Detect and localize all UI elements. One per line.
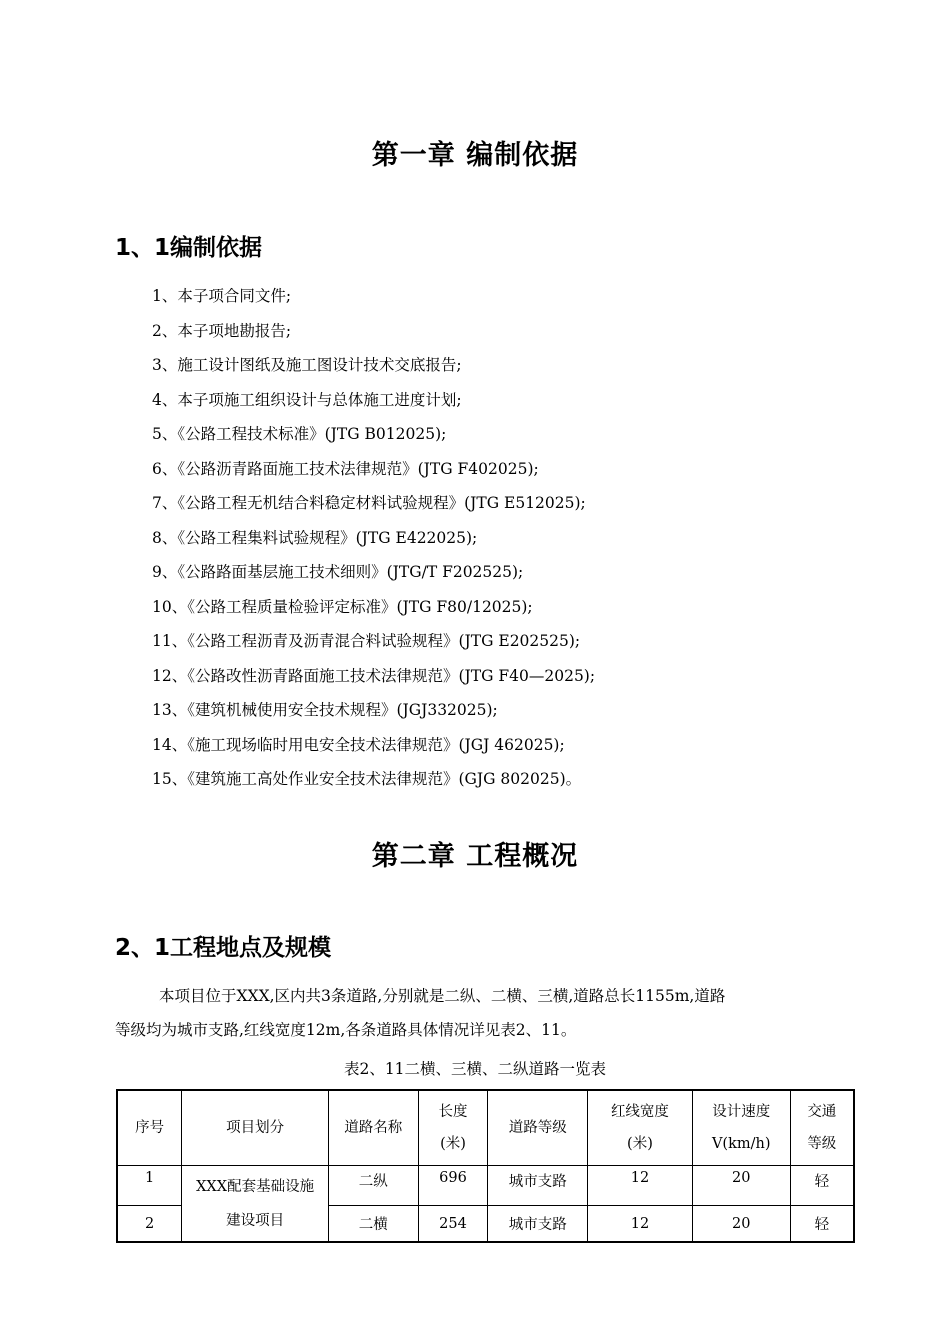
cell-name: 二横 — [328, 1206, 418, 1243]
table-row — [117, 1166, 854, 1206]
cell-traffic: 轻 — [790, 1206, 854, 1243]
table-header-row — [117, 1090, 854, 1166]
cell-length: 696 — [418, 1166, 488, 1206]
reference-item: 3、施工设计图纸及施工图设计技术交底报告; — [152, 356, 462, 374]
reference-item: 6、《公路沥青路面施工技术法律规范》(JTG F402025); — [152, 459, 539, 478]
reference-item: 5、《公路工程技术标准》(JTG B012025); — [152, 425, 447, 443]
header-length-line-1: 长度 — [438, 1104, 468, 1120]
reference-item: 8、《公路工程集料试验规程》(JTG E422025); — [152, 528, 478, 547]
header-length-line-2: (米) — [440, 1136, 466, 1152]
header-grade: 道路等级 — [488, 1090, 588, 1166]
header-traffic-line-2: 等级 — [807, 1136, 837, 1152]
reference-item: 7、《公路工程无机结合料稳定材料试验规程》(JTG E512025); — [152, 494, 586, 512]
reference-item: 14、《施工现场临时用电安全技术法律规范》(JGJ 462025); — [152, 735, 565, 754]
cell-speed: 20 — [692, 1166, 790, 1206]
cell-grade: 城市支路 — [488, 1206, 588, 1243]
cell-traffic: 轻 — [790, 1166, 854, 1206]
header-width — [588, 1090, 693, 1166]
reference-list — [152, 284, 595, 802]
project-line-2: 建设项目 — [226, 1212, 285, 1229]
header-name: 道路名称 — [328, 1090, 418, 1166]
reference-item: 10、《公路工程质量检验评定标准》(JTG F80/12025); — [152, 597, 533, 616]
reference-item: 1、本子项合同文件; — [152, 287, 292, 305]
cell-width: 12 — [588, 1206, 693, 1243]
project-line-1: XXX配套基础设施 — [196, 1178, 315, 1195]
road-table — [116, 1089, 855, 1243]
header-length — [418, 1090, 488, 1166]
cell-grade: 城市支路 — [488, 1166, 588, 1206]
cell-project-division — [182, 1166, 329, 1243]
header-seq: 序号 — [117, 1090, 182, 1166]
header-traffic — [790, 1090, 854, 1166]
section-2-1-title: 2、1工程地点及规模 — [115, 935, 332, 961]
header-width-line-2: (米) — [627, 1136, 653, 1152]
cell-name: 二纵 — [328, 1166, 418, 1206]
cell-seq: 2 — [117, 1206, 182, 1243]
header-speed — [692, 1090, 790, 1166]
table-caption: 表2、11二横、三横、二纵道路一览表 — [343, 1060, 607, 1078]
chapter-1-title: 第一章 编制依据 — [371, 140, 579, 171]
header-speed-line-2: V(km/h) — [711, 1136, 771, 1152]
overview-line-2: 等级均为城市支路,红线宽度12m,各条道路具体情况详见表2、11。 — [115, 1021, 577, 1039]
overview-line-1: 本项目位于XXX,区内共3条道路,分别就是二纵、二横、三横,道路总长1155m,道路 — [159, 987, 726, 1005]
cell-speed: 20 — [692, 1206, 790, 1243]
reference-item: 12、《公路改性沥青路面施工技术法律规范》(JTG F40—2025); — [152, 666, 596, 685]
reference-item: 9、《公路路面基层施工技术细则》(JTG/T F202525); — [152, 563, 524, 581]
reference-item: 13、《建筑机械使用安全技术规程》(JGJ332025); — [152, 701, 498, 719]
cell-seq: 1 — [117, 1166, 182, 1206]
reference-item: 2、本子项地勘报告; — [152, 321, 292, 340]
header-traffic-line-1: 交通 — [807, 1104, 837, 1120]
section-1-1-title: 1、1编制依据 — [115, 235, 263, 261]
header-speed-line-1: 设计速度 — [712, 1104, 771, 1120]
cell-width: 12 — [588, 1166, 693, 1206]
reference-item: 11、《公路工程沥青及沥青混合料试验规程》(JTG E202525); — [152, 632, 581, 650]
reference-item: 15、《建筑施工高处作业安全技术法律规范》(GJG 802025)。 — [152, 770, 582, 788]
header-division: 项目划分 — [182, 1090, 329, 1166]
header-width-line-1: 红线宽度 — [610, 1104, 669, 1120]
cell-length: 254 — [418, 1206, 488, 1243]
reference-item: 4、本子项施工组织设计与总体施工进度计划; — [152, 390, 462, 409]
chapter-2-title: 第二章 工程概况 — [371, 841, 579, 872]
